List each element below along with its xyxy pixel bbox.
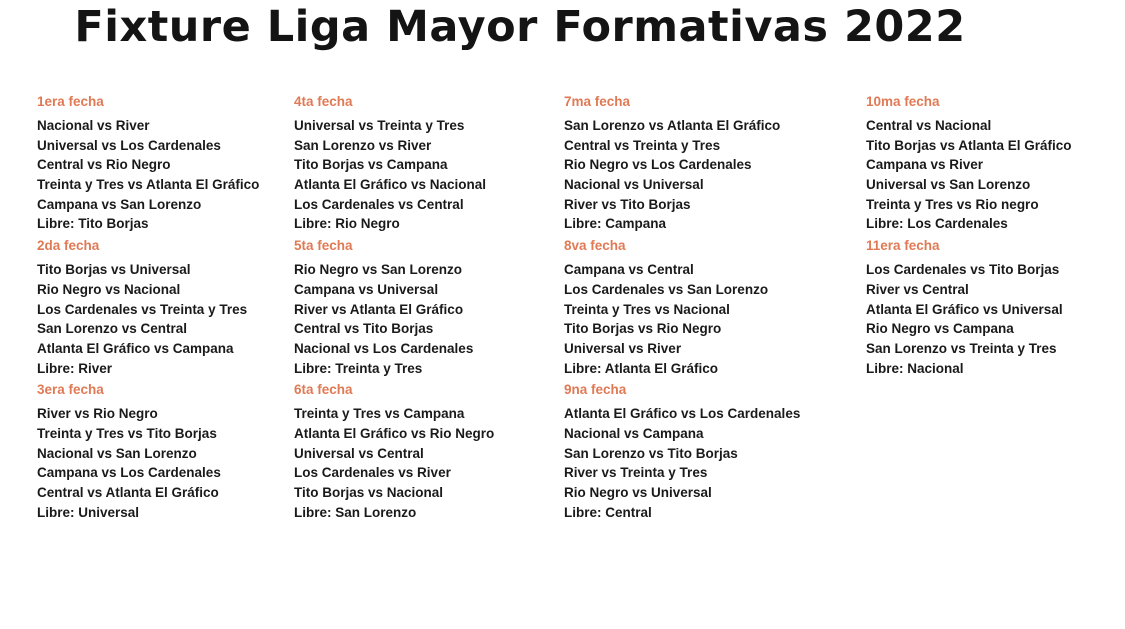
round-block (37, 380, 307, 524)
fixture-column (564, 92, 834, 524)
round-title: 8va fecha (564, 238, 626, 254)
match-item: San Lorenzo vs River (294, 137, 432, 153)
round-block (294, 380, 564, 524)
match-item: River vs Atlanta El Gráfico (294, 301, 464, 317)
match-item: Los Cardenales vs San Lorenzo (564, 281, 769, 297)
match-item: Atlanta El Gráfico vs Universal (866, 301, 1063, 317)
bye-team: Libre: Nacional (866, 360, 964, 376)
round-title: 10ma fecha (866, 94, 940, 109)
match-item: Treinta y Tres vs Nacional (564, 301, 730, 317)
round-block (866, 236, 1125, 380)
bye-team: Libre: San Lorenzo (294, 504, 417, 520)
match-item: Rio Negro vs Los Cardenales (564, 157, 752, 173)
match-item: Los Cardenales vs Tito Borjas (866, 262, 1060, 278)
match-item: Nacional vs San Lorenzo (37, 445, 197, 461)
match-item: Tito Borjas vs Atlanta El Gráfico (866, 137, 1072, 153)
round-title: 6ta fecha (294, 382, 353, 398)
match-item: Campana vs River (866, 157, 984, 173)
bye-team: Libre: River (37, 360, 113, 376)
bye-team: Libre: Central (564, 504, 652, 520)
match-item: Central vs Tito Borjas (294, 321, 434, 337)
match-item: Nacional vs Campana (564, 425, 704, 441)
match-item: Atlanta El Gráfico vs Rio Negro (294, 425, 495, 441)
match-item: Campana vs Universal (294, 281, 439, 297)
bye-team: Libre: Los Cardenales (866, 216, 1008, 232)
match-item: Los Cardenales vs River (294, 465, 451, 481)
round-title: 5ta fecha (294, 238, 353, 254)
match-item: Treinta y Tres vs Campana (294, 406, 465, 422)
round-block (866, 92, 1125, 236)
match-item: Atlanta El Gráfico vs Nacional (294, 177, 487, 193)
match-item: Universal vs San Lorenzo (866, 177, 1031, 193)
match-item: Treinta y Tres vs Atlanta El Gráfico (37, 177, 260, 193)
match-item: Atlanta El Gráfico vs Los Cardenales (564, 406, 801, 422)
round-block (37, 236, 307, 380)
round-title: 2da fecha (37, 238, 100, 254)
round-block (564, 236, 834, 380)
match-item: Universal vs Treinta y Tres (294, 118, 465, 133)
match-item: San Lorenzo vs Central (37, 321, 188, 337)
match-item: Universal vs River (564, 340, 682, 356)
bye-team: Libre: Campana (564, 216, 667, 232)
round-title: 4ta fecha (294, 94, 353, 109)
match-item: Central vs Treinta y Tres (564, 137, 721, 153)
round-title: 9na fecha (564, 382, 627, 398)
round-title: 3era fecha (37, 382, 104, 398)
match-item: River vs Rio Negro (37, 406, 158, 422)
bye-team: Libre: Tito Borjas (37, 216, 149, 232)
match-item: Central vs Rio Negro (37, 157, 171, 173)
round-block (37, 92, 307, 236)
round-block (294, 92, 564, 236)
match-item: Central vs Atlanta El Gráfico (37, 485, 219, 500)
match-item: Treinta y Tres vs Tito Borjas (37, 425, 217, 441)
match-item: San Lorenzo vs Atlanta El Gráfico (564, 118, 781, 133)
match-item: Rio Negro vs San Lorenzo (294, 262, 463, 278)
bye-team: Libre: Universal (37, 504, 140, 520)
match-item: River vs Central (866, 281, 969, 297)
bye-team: Libre: Treinta y Tres (294, 360, 423, 376)
fixture-column (866, 92, 1125, 380)
match-item: Universal vs Los Cardenales (37, 137, 221, 153)
bye-team: Libre: Rio Negro (294, 216, 400, 232)
page-title: Fixture Liga Mayor Formativas 2022 (74, 2, 966, 52)
match-item: Tito Borjas vs Universal (37, 262, 191, 278)
match-item: San Lorenzo vs Tito Borjas (564, 445, 738, 461)
match-item: River vs Treinta y Tres (564, 465, 708, 481)
fixture-column (37, 92, 307, 524)
match-item: Nacional vs Universal (564, 177, 704, 193)
round-title: 11era fecha (866, 238, 940, 254)
match-item: Tito Borjas vs Rio Negro (564, 321, 722, 337)
match-item: Los Cardenales vs Central (294, 196, 464, 212)
match-item: San Lorenzo vs Treinta y Tres (866, 340, 1057, 356)
match-item: Rio Negro vs Nacional (37, 281, 181, 297)
match-item: Atlanta El Gráfico vs Campana (37, 340, 234, 356)
round-spacer (866, 378, 1125, 380)
match-item: Nacional vs River (37, 118, 150, 133)
round-block (294, 236, 564, 380)
match-item: Campana vs Central (564, 262, 694, 278)
round-spacer (564, 522, 834, 524)
round-block (564, 380, 834, 524)
round-spacer (37, 522, 307, 524)
round-spacer (294, 522, 564, 524)
round-block (564, 92, 834, 236)
match-item: Campana vs Los Cardenales (37, 465, 221, 481)
match-item: Los Cardenales vs Treinta y Tres (37, 301, 248, 317)
bye-team: Libre: Atlanta El Gráfico (564, 360, 719, 376)
round-title: 1era fecha (37, 94, 104, 109)
match-item: River vs Tito Borjas (564, 196, 691, 212)
fixture-column (294, 92, 564, 524)
match-item: Campana vs San Lorenzo (37, 196, 202, 212)
match-item: Treinta y Tres vs Rio negro (866, 196, 1039, 212)
match-item: Central vs Nacional (866, 118, 992, 133)
match-item: Rio Negro vs Universal (564, 485, 712, 500)
match-item: Rio Negro vs Campana (866, 321, 1014, 337)
round-title: 7ma fecha (564, 94, 631, 109)
match-item: Tito Borjas vs Campana (294, 157, 448, 173)
match-item: Universal vs Central (294, 445, 424, 461)
match-item: Tito Borjas vs Nacional (294, 485, 444, 500)
match-item: Nacional vs Los Cardenales (294, 340, 474, 356)
